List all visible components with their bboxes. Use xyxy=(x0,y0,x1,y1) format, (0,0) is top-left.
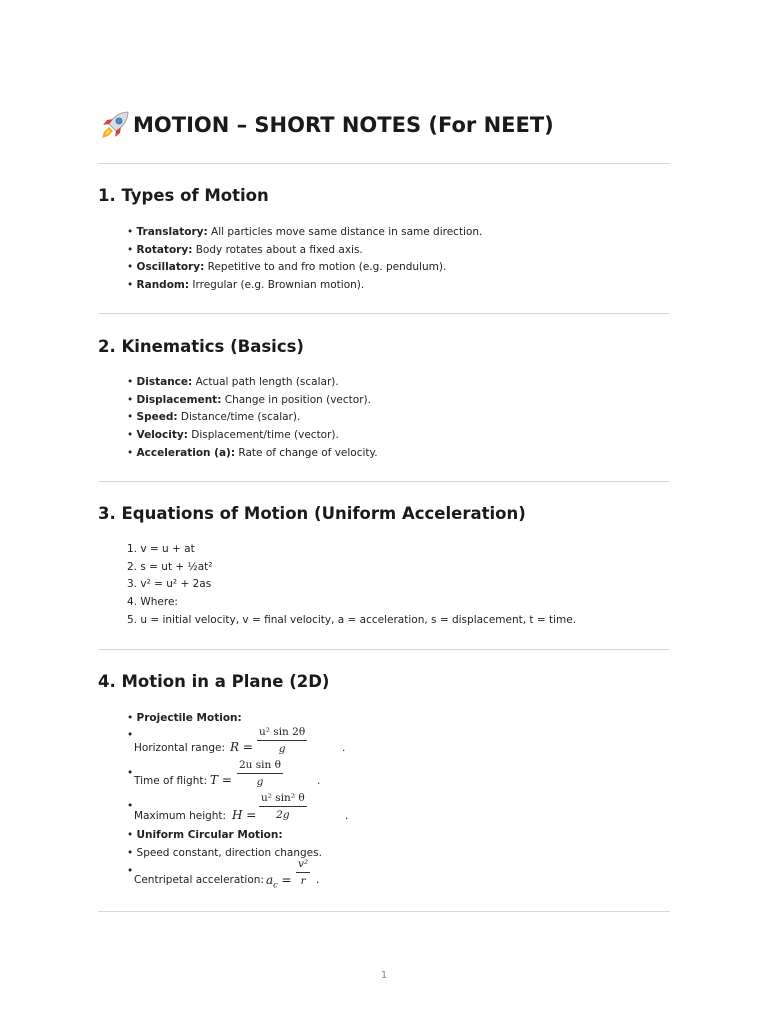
page-number: 1 xyxy=(380,970,388,981)
section-heading-equations: 3. Equations of Motion (Uniform Acceleration) xyxy=(98,504,526,523)
title-text: MOTION – SHORT NOTES (For NEET) xyxy=(133,113,554,137)
centripetal-fraction: $\frac{\text{v²}}{r}$ xyxy=(298,858,309,887)
list-item: 4. Where: xyxy=(127,596,178,609)
list-item: • Speed constant, direction changes. xyxy=(127,847,322,859)
list-item: • Uniform Circular Motion: xyxy=(127,829,283,841)
list-item: • Distance: Actual path length (scalar). xyxy=(127,374,378,392)
height-fraction: $\frac{\text{u² sin² θ}}{2g}$ xyxy=(261,792,305,821)
divider xyxy=(98,481,670,482)
section-heading-kinematics: 2. Kinematics (Basics) xyxy=(98,337,304,356)
list-item: • Projectile Motion: xyxy=(127,712,242,724)
page-title xyxy=(98,108,554,142)
list-item: 2. s = ut + ½at² xyxy=(127,560,213,573)
types-list xyxy=(127,224,482,295)
list-item-centripetal: • Centripetal acceleration: $a_c$ = $\frac{\text{v²}}{r}$ . xyxy=(127,858,320,890)
list-item-height: • Maximum height: H = $\frac{\text{u² sin² θ}}{2g}$ . xyxy=(127,792,349,822)
rocket-icon xyxy=(98,108,132,142)
list-item: 1. v = u + at xyxy=(127,543,195,555)
list-item: 5. u = initial velocity, v = final velocity, a = acceleration, s = displacement, t = time. xyxy=(127,613,577,626)
equations-list xyxy=(127,541,576,629)
section-heading-types: 1. Types of Motion xyxy=(98,186,269,205)
plane-list xyxy=(127,709,349,890)
list-item: • Translatory: All particles move same distance in same direction. xyxy=(127,224,482,242)
divider xyxy=(98,313,670,314)
list-item: • Rotatory: Body rotates about a fixed axis. xyxy=(127,242,482,260)
list-item: • Random: Irregular (e.g. Brownian motion). xyxy=(127,277,482,295)
divider xyxy=(98,163,670,164)
list-item: 3. v² = u² + 2as xyxy=(127,578,212,591)
divider xyxy=(98,911,670,912)
list-item-range: • Horizontal range: R = $\frac{\text{u² sin 2θ}}{g}$ . xyxy=(127,726,346,755)
list-item: • Oscillatory: Repetitive to and fro motion (e.g. pendulum). xyxy=(127,259,482,277)
range-fraction: $\frac{\text{u² sin 2θ}}{g}$ xyxy=(259,726,306,755)
divider xyxy=(98,649,670,650)
list-item: • Acceleration (a): Rate of change of velocity. xyxy=(127,445,378,463)
kinematics-list xyxy=(127,374,378,462)
list-item-flight: • Time of flight: T = $\frac{\text{2u sin θ}}{g}$ . xyxy=(127,759,321,788)
flight-fraction: $\frac{\text{2u sin θ}}{g}$ xyxy=(239,759,281,788)
list-item: • Velocity: Displacement/time (vector). xyxy=(127,427,378,445)
section-heading-plane: 4. Motion in a Plane (2D) xyxy=(98,672,330,691)
list-item: • Displacement: Change in position (vector). xyxy=(127,392,378,410)
list-item: • Speed: Distance/time (scalar). xyxy=(127,409,378,427)
